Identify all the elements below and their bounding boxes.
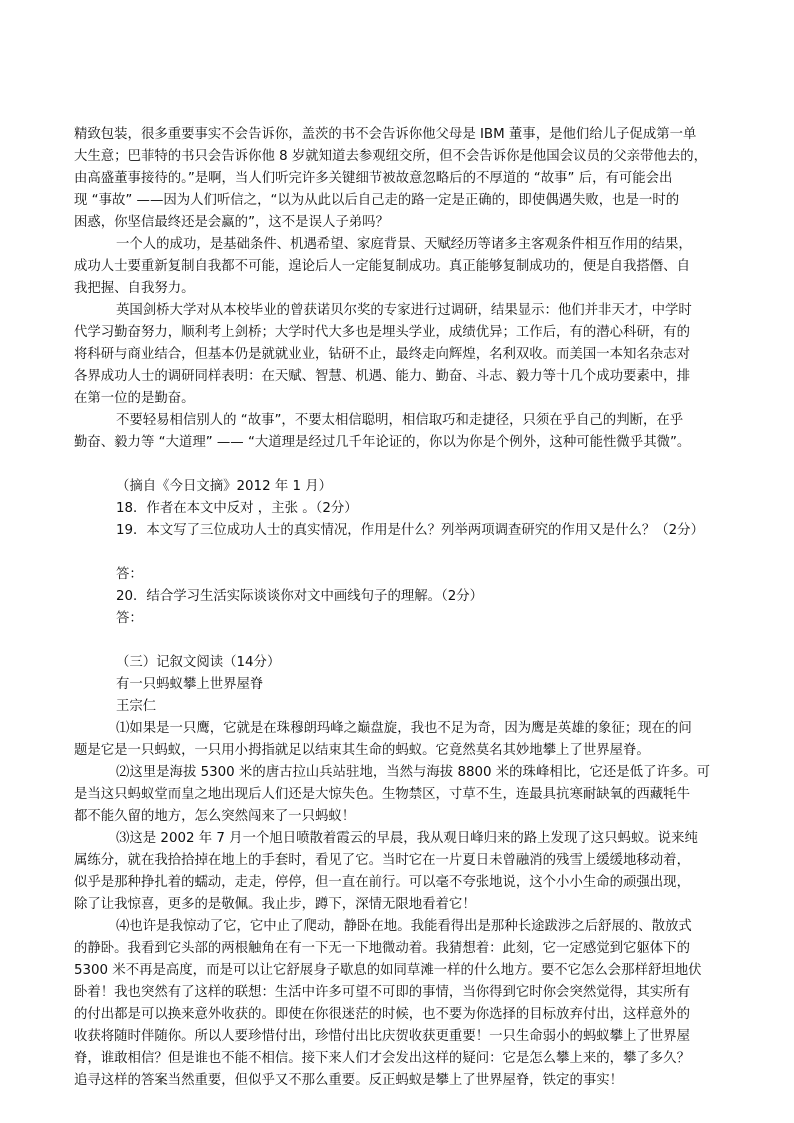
section3-heading: （三）记叙文阅读（14分） bbox=[116, 655, 281, 670]
passage1-p1-line1: 精致包装，很多重要事实不会告诉你，盖茨的书不会告诉你他父母是 IBM 董事，是他们给儿子促成第一单 bbox=[74, 127, 697, 142]
passage1-p2-line3: 我把握、自我努力。 bbox=[74, 281, 195, 296]
passage1-p1-line2: 大生意；巴菲特的书只会告诉你他 8 岁就知道去参观纽交所，但不会告诉你是他国会议员的父亲带他去的， bbox=[74, 149, 707, 164]
article-para1-line2: 题是它是一只蚂蚁，一只用小拇指就足以结束其生命的蚂蚁。它竟然莫名其妙地攀上了世界屋脊。 bbox=[74, 743, 650, 758]
passage1-p3-line1: 英国剑桥大学对从本校毕业的曾获诺贝尔奖的专家进行过调研，结果显示：他们并非天才，中学时 bbox=[116, 303, 692, 318]
question-19: 19．本文写了三位成功人士的真实情况，作用是什么？列举两项调查研究的作用又是什么？（2分） bbox=[116, 523, 704, 538]
article-para1-line1: ⑴如果是一只鹰，它就是在珠穆朗玛峰之巅盘旋，我也不足为奇，因为鹰是英雄的象征；现在的问 bbox=[116, 721, 692, 736]
article-author: 王宗仁 bbox=[116, 699, 157, 714]
article-para3-line4: 除了让我惊喜，更多的是敬佩。我止步，蹲下，深情无限地看着它！ bbox=[74, 897, 476, 912]
passage1-p3-line5: 在第一位的是勤奋。 bbox=[74, 391, 195, 406]
article-para3-line3: 似乎是那种挣扎着的蠕动，走走，停停，但一直在前行。可以毫不夸张地说，这个小小生命的顽强出现， bbox=[74, 875, 690, 890]
answer-20-label: 答： bbox=[116, 611, 143, 626]
passage1-p1-line3: 由高盛董事接待的。”是啊，当人们听完许多关键细节被故意忽略后的不厚道的 “故事” 后，有可能会出 bbox=[74, 171, 673, 186]
passage1-p4-line2: 勤奋、毅力等 “大道理” —— “大道理是经过几千年论证的，你以为你是个例外，这种可能性微乎其微”。 bbox=[74, 435, 691, 450]
passage1-p3-line4: 各界成功人士的调研同样表明：在天赋、智慧、机遇、能力、勤奋、斗志、毅力等十几个成功要素中，排 bbox=[74, 369, 690, 384]
article-para4-line5: 的付出都是可以换来意外收获的。即使在你很迷茫的时候，也不要为你选择的目标放弃付出，这样意外的 bbox=[74, 1007, 690, 1022]
answer-19-label: 答： bbox=[116, 567, 143, 582]
article-title: 有一只蚂蚁攀上世界屋脊 bbox=[116, 677, 264, 692]
article-para4-line3: 5300 米不再是高度，而是可以让它舒展身子歇息的如同草滩一样的什么地方。要不它怎么会那样舒坦地伏 bbox=[74, 963, 702, 978]
article-para2-line1: ⑵这里是海拔 5300 米的唐古拉山兵站驻地，当然与海拔 8800 米的珠峰相比，它还是低了许多。可 bbox=[116, 765, 711, 780]
question-18: 18．作者在本文中反对 ，主张 。（2分） bbox=[116, 501, 358, 516]
passage1-p1-line4: 现 “事故” ——因为人们听信之，“以为从此以后自己走的路一定是正确的，即使偶遇失败，也是一时的 bbox=[74, 193, 680, 208]
passage1-p4-line1: 不要轻易相信别人的 “故事”，不要太相信聪明，相信取巧和走捷径，只须在乎自己的判断，在乎 bbox=[116, 413, 684, 428]
article-para4-line2: 的静卧。我看到它头部的两根触角在有一下无一下地微动着。我猜想着：此刻，它一定感觉到它躯体下的 bbox=[74, 941, 690, 956]
question-20: 20．结合学习生活实际谈谈你对文中画线句子的理解。（2分） bbox=[116, 589, 484, 604]
source-citation: （摘自《今日文摘》2012 年 1 月） bbox=[116, 479, 333, 494]
article-para4-line4: 卧着！我也突然有了这样的联想：生活中许多可望不可即的事情，当你得到它时你会突然觉得，其实所有 bbox=[74, 985, 690, 1000]
article-para4-line8: 追寻这样的答案当然重要，但似乎又不那么重要。反正蚂蚁是攀上了世界屋脊，铁定的事实！ bbox=[74, 1073, 624, 1088]
passage1-p1-line5: 困惑，你坚信最终还是会赢的”，这不是误人子弟吗？ bbox=[74, 215, 389, 230]
article-para4-line1: ⑷也许是我惊动了它，它中止了爬动，静卧在地。我能看得出是那种长途跋涉之后舒展的、散放式 bbox=[116, 919, 692, 934]
article-para3-line2: 属练分，就在我拾拾掉在地上的手套时，看见了它。当时它在一片夏日未曾融消的残雪上缓缓地移动着， bbox=[74, 853, 690, 868]
passage1-p3-line2: 代学习勤奋努力，顺利考上剑桥；大学时代大多也是埋头学业，成绩优异；工作后，有的潜心科研，有的 bbox=[74, 325, 690, 340]
article-para4-line7: 脊，谁敢相信？但是谁也不能不相信。接下来人们才会发出这样的疑问：它是怎么攀上来的，攀了多久？ bbox=[74, 1051, 690, 1066]
passage1-p3-line3: 将科研与商业结合，但基本仍是就就业业，钻研不止，最终走向辉煌，名利双收。而美国一本知名杂志对 bbox=[74, 347, 690, 362]
article-para4-line6: 收获将随时伴随你。所以人要珍惜付出，珍惜付出比庆贺收获更重要！一只生命弱小的蚂蚁攀上了世界屋 bbox=[74, 1029, 690, 1044]
article-para2-line2: 是当这只蚂蚁堂而皇之地出现后人们还是大惊失色。生物禁区，寸草不生，连最具抗寒耐缺氧的西藏牦牛 bbox=[74, 787, 690, 802]
article-para3-line1: ⑶这是 2002 年 7 月一个旭日喷散着霞云的早晨，我从观日峰归来的路上发现了这只蚂蚁。说来纯 bbox=[116, 831, 698, 846]
passage1-p2-line2: 成功人士要重新复制自我都不可能，遑论后人一定能复制成功。真正能够复制成功的，便是自我搭僭、自 bbox=[74, 259, 690, 274]
article-para2-line3: 都不能久留的地方，怎么突然闯来了一只蚂蚁！ bbox=[74, 809, 356, 824]
passage1-p2-line1: 一个人的成功，是基础条件、机遇希望、家庭背景、天赋经历等诸多主客观条件相互作用的结果， bbox=[116, 237, 692, 252]
